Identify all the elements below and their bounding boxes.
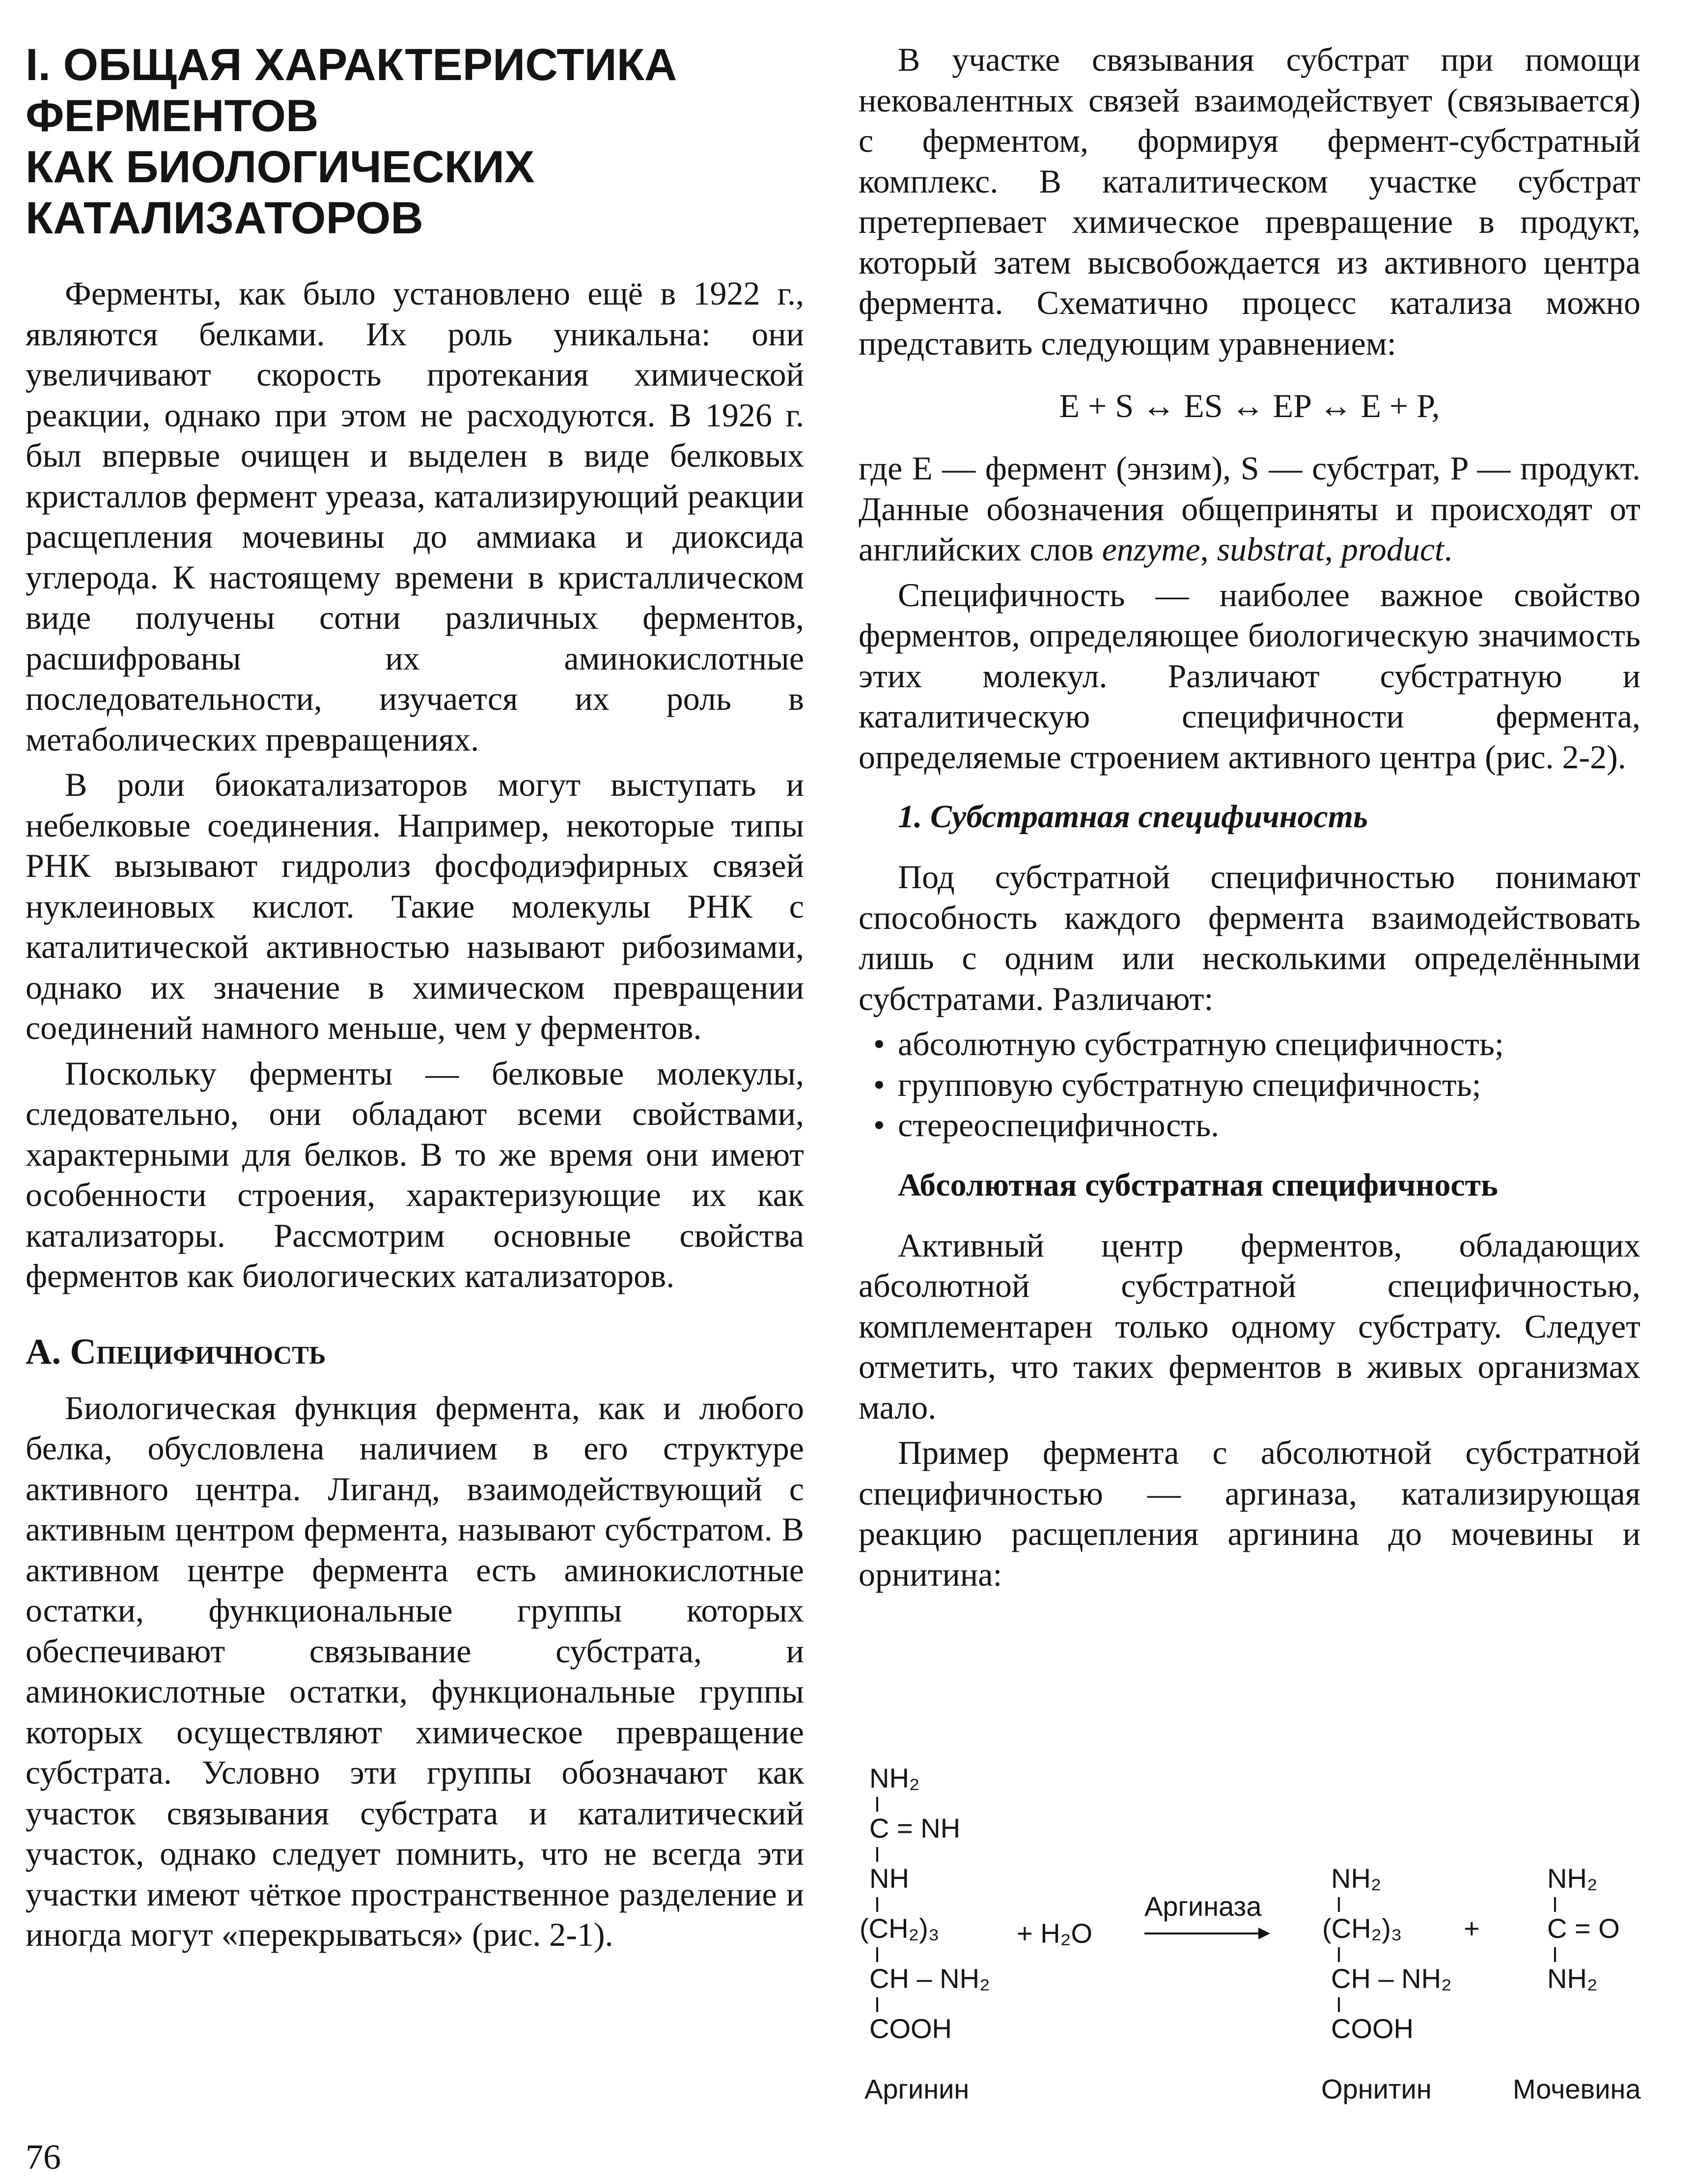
paragraph-binding-site: В участке связывания субстрат при помощи нековалентных связей взаимодействует (связывается) с ферментом, формируя фермент-субстратный комплекс. В каталитическом участке субстрат претерпевает химическое превращение в продукт, который затем высвобождается из активного центра фермента. Схематично процесс катализа можно представить следующим уравнением: bbox=[859, 41, 1640, 362]
plus-water: + H₂O bbox=[1017, 1918, 1092, 1949]
label-ornithine: Орнитин bbox=[1321, 2073, 1432, 2104]
paragraph-substrate-specificity: Под субстратной специфичностью понимают способность каждого фермента взаимодействовать лишь с одним или несколькими определёнными субстратами. Различают: bbox=[859, 858, 1640, 1017]
page-number: 76 bbox=[26, 2137, 61, 2177]
separator: , bbox=[1324, 531, 1341, 568]
title-line-3: КАК БИОЛОГИЧЕСКИХ bbox=[26, 142, 535, 192]
term-substrat: substrat bbox=[1217, 531, 1325, 568]
separator: , bbox=[1200, 531, 1217, 568]
notation-text: где E — фермент (энзим), S — субстрат, P — продукт. Данные обозначения общеприняты и происходят от английских слов bbox=[859, 449, 1640, 568]
catalysis-equation: E + S ↔ ES ↔ EP ↔ E + P, bbox=[1059, 387, 1440, 424]
left-column bbox=[26, 39, 804, 1960]
plus-sign: + bbox=[1464, 1913, 1480, 1944]
arginine-nh2: NH₂ bbox=[869, 1763, 920, 1793]
bond bbox=[876, 1897, 878, 1912]
specificity-list bbox=[859, 1024, 1640, 1146]
urea-c-o: C = O bbox=[1547, 1913, 1620, 1944]
paragraph-notation bbox=[859, 448, 1640, 570]
list-item bbox=[859, 1064, 1640, 1105]
period: . bbox=[1444, 531, 1452, 568]
arginine-cooh: COOH bbox=[869, 2013, 952, 2044]
list-item bbox=[859, 1105, 1640, 1146]
arginine-nh: NH bbox=[869, 1863, 909, 1894]
section-heading-specificity: А. Специфичность bbox=[26, 1331, 326, 1372]
paragraph-arginase-example: Пример фермента с абсолютной субстратной специфичностью — аргиназа, катализирующая реакцию расщепления аргинина до мочевины и орнитина: bbox=[859, 1434, 1640, 1593]
ornithine-cooh: COOH bbox=[1331, 2013, 1414, 2044]
list-item-text: групповую субстратную специфичность; bbox=[898, 1065, 1481, 1103]
paragraph-active-center: Биологическая функция фермента, как и любого белка, обусловлена наличием в его структуре активного центра. Лиганд, взаимодействующий с активным центром фермента, называют субстратом. В активном центре фермента есть аминокислотные остатки, функциональные группы которых обеспечивают связывание субстрата, и аминокислотные остатки, функциональные группы которых осуществляют химическое превращение субстрата. Условно эти группы обозначают как участок связывания субстрата и каталитический участок, однако следует помнить, что не всегда эти участки имеют чёткое пространственное разделение и иногда могут «перекрываться» (рис. 2-1). bbox=[26, 1389, 804, 1953]
arginase-reaction-scheme bbox=[860, 1759, 1650, 2132]
bond bbox=[1338, 1947, 1340, 1962]
subheading-substrate-specificity: 1. Субстратная специфичность bbox=[898, 799, 1368, 835]
arginine-ch2-3: (CH₂)₃ bbox=[860, 1913, 940, 1944]
bullet-icon: • bbox=[873, 1065, 885, 1103]
urea-nh2-top: NH₂ bbox=[1547, 1863, 1598, 1894]
enzyme-label: Аргиназа bbox=[1144, 1891, 1262, 1922]
bullet-icon: • bbox=[873, 1106, 885, 1144]
right-column bbox=[859, 39, 1640, 1599]
urea-nh2-bottom: NH₂ bbox=[1547, 1963, 1598, 1994]
title-line-2: ФЕРМЕНТОВ bbox=[26, 91, 319, 141]
bond bbox=[1554, 1897, 1556, 1912]
paragraph-enzymes-proteins: Ферменты, как было установлено ещё в 1922 г., являются белками. Их роль уникальна: они увеличивают скорость протекания химической реакции, однако при этом не расходуются. В 1926 г. был впервые очищен и выделен в виде белковых кристаллов фермент уреаза, катализирующий реакции расщепления мочевины до аммиака и диоксида углерода. К настоящему времени в кристаллическом виде получены сотни различных ферментов, расшифрованы их аминокислотные последовательности, изучается их роль в метаболических превращениях. bbox=[26, 275, 804, 758]
bond bbox=[1338, 1997, 1340, 2012]
paragraph-absolute-specificity: Активный центр ферментов, обладающих абсолютной субстратной специфичностью, комплементарен только одному субстрату. Следует отметить, что таких ферментов в живых организмах мало. bbox=[859, 1226, 1640, 1426]
bond bbox=[876, 1847, 878, 1862]
label-arginine: Аргинин bbox=[864, 2073, 970, 2104]
title-line-1: I. ОБЩАЯ ХАРАКТЕРИСТИКА bbox=[26, 40, 677, 90]
paragraph-ribozymes: В роли биокатализаторов могут выступать и небелковые соединения. Например, некоторые типы РНК вызывают гидролиз фосфодиэфирных связей нуклеиновых кислот. Такие молекулы РНК с каталитической активностью называют рибозимами, однако их значение в химическом превращении соединений намного меньше, чем у ферментов. bbox=[26, 766, 804, 1046]
bond bbox=[876, 1797, 878, 1812]
list-item-text: абсолютную субстратную специфичность; bbox=[898, 1025, 1504, 1063]
title-line-4: КАТАЛИЗАТОРОВ bbox=[26, 193, 423, 243]
list-item bbox=[859, 1024, 1640, 1064]
bond bbox=[1338, 1897, 1340, 1912]
bond bbox=[876, 1947, 878, 1962]
label-urea: Мочевина bbox=[1513, 2073, 1641, 2104]
bond bbox=[876, 1997, 878, 2012]
paragraph-enzyme-properties: Поскольку ферменты — белковые молекулы, следовательно, они обладают всеми свойствами, характерными для белков. В то же время они имеют особенности строения, характеризующие их как катализаторы. Рассмотрим основные свойства ферментов как биологических катализаторов. bbox=[26, 1054, 804, 1294]
list-item-text: стереоспецифичность. bbox=[898, 1106, 1220, 1144]
ornithine-nh2: NH₂ bbox=[1331, 1863, 1382, 1894]
reaction-arrow-line bbox=[1144, 1932, 1260, 1934]
bullet-icon: • bbox=[873, 1025, 885, 1063]
subheading-absolute-specificity: Абсолютная субстратная специфичность bbox=[898, 1167, 1498, 1203]
paragraph-specificity: Специфичность — наиболее важное свойство ферментов, определяющее биологическую значимость этих молекул. Различают субстратную и каталитическую специфичности фермента, определяемые строением активного центра (рис. 2-2). bbox=[859, 576, 1640, 776]
arginine-c-nh: C = NH bbox=[869, 1813, 961, 1844]
ornithine-ch-nh2: CH – NH₂ bbox=[1331, 1963, 1452, 1994]
arginine-ch-nh2: CH – NH₂ bbox=[869, 1963, 990, 1994]
bond bbox=[1554, 1947, 1556, 1962]
term-enzyme: enzyme bbox=[1102, 531, 1200, 568]
arrow-right-icon bbox=[1258, 1928, 1270, 1939]
chapter-title bbox=[26, 39, 804, 244]
term-product: product bbox=[1341, 531, 1444, 568]
ornithine-ch2-3: (CH₂)₃ bbox=[1322, 1913, 1402, 1944]
